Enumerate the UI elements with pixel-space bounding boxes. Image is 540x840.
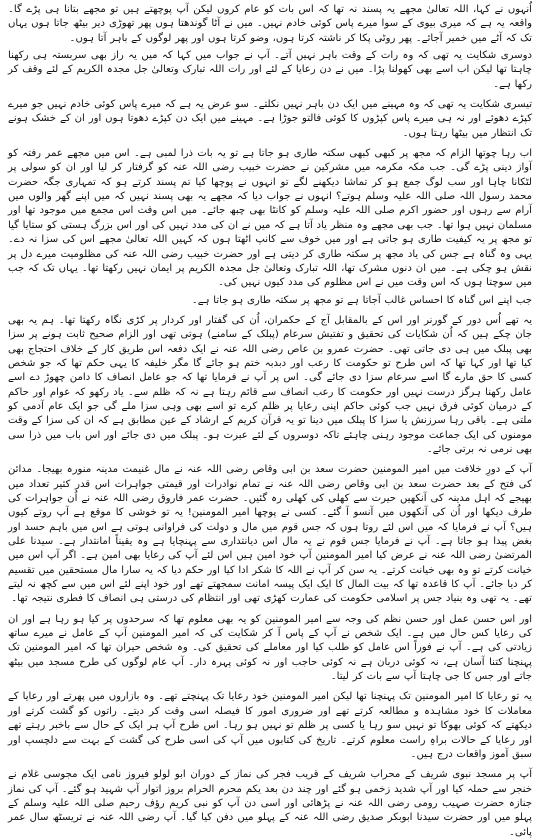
paragraph-1: اُنہوں نے کہا، اللہ تعالیٰ مجھے یہ پسند نہ تھا کہ اس بات کو عام کروں لیکن آپ پوچھتے ہیں تو مجھے بتانا ہی پڑے گا۔ واقعہ یہ ہے کہ میری بیوی کے سوا میرے پاس کوئی خادم نہیں۔ میں نے آٹا گوندھتا ہوں پھر تھوڑی دیر بیٹھ جاتا ہوں یہاں تک کہ آٹے میں خمیر آجائے۔ پھر روٹی پکا کر ناشتہ کرتا ہوں، وضو کرتا ہوں اور پھر لوگوں کے باہر آتا ہوں۔: [8, 4, 532, 44]
paragraph-7: آپ کے دورِ خلافت میں امیر المومنین حضرت سعد بن ابی وقاص رضی اللہ عنہ نے مال غنیمت مدینہ منورہ بھیجا۔ مدائن کی فتح کے بعد حضرت سعد بن ابی وقاص رضی اللہ عنہ نے تمام نوادرات اور قیمتی جواہرات اس قدر کثیر تعداد میں بھیجے کہ اہل مدینہ کی آنکھیں حیرت سے کھلی کی کھلی رہ گئیں۔ حضرت عمر فاروق رضی اللہ عنہ نے اُن جواہرات کی طرف دیکھا اور اُن کی آنکھوں میں آنسو آ گئے۔ کسی نے پوچھا امیر المومنین! یہ تو خوشی کا موقع ہے آپ روتے کیوں ہیں؟ آپ نے فرمایا کہ میں اس لئے روتا ہوں کہ جس قوم میں مال و دولت کی فراوانی ہوتی ہے اس میں باہم حسد اور بغض پیدا ہو جاتا ہے۔ آپ نے فرمایا جس قوم نے یہ مال اس دیانتداری سے پہنچایا ہے وہ یقیناً امانتدار ہے۔ سیدنا علی المرتضیٰ رضی اللہ عنہ نے عرض کیا امیر المومنین آپ خود امین ہیں اس لئے آپ کی رعایا بھی امین ہے۔ اگر آپ اس میں خیانت کرتے تو وہ بھی خیانت کرتے۔ یہ سن کر آپ نے اللہ کا شکر ادا کیا اور حکم دیا کہ یہ سارا مال مستحقین میں تقسیم کر دیا جائے۔ آپ کا قاعدہ تھا کہ بیت المال کا ایک ایک پیسہ امانت سمجھتے تھے اور خود اپنے لئے اس میں سے کچھ نہ لیتے تھے۔ یہ تھی وہ بنیاد جس پر اسلامی حکومت کی عمارت کھڑی تھی اور انتظام کی درستی ہی انصاف کا فطری نتیجہ تھا۔: [8, 464, 532, 605]
paragraph-3: تیسری شکایت یہ تھی کہ وہ مہینے میں ایک دن باہر نہیں نکلتے۔ سو عرض یہ ہے کہ میرے پاس کوئی خادم نہیں جو میرے کپڑے دھوئے اور نہ ہی میرے پاس کپڑوں کا کوئی فالتو جوڑا ہے۔ مہینے میں ایک دن کپڑے دھوتا ہوں اور ان کے خشک ہونے تک انتظار میں بیٹھا رہتا ہوں۔: [8, 99, 532, 139]
paragraph-2: دوسری شکایت یہ تھی کہ وہ رات کے وقت باہر نہیں آتے۔ آپ نے جواب میں کہا کہ میں یہ راز بھی سربستہ ہی رکھنا چاہتا تھا لیکن اب اسے بھی کھولنا پڑا۔ میں نے دن رعایا کے لئے اور رات اللہ تبارک وتعالیٰ جل مجدہ الکریم کے لئے وقف کر رکھا ہے۔: [8, 50, 532, 90]
paragraph-8: اور اس حسن عمل اور حسن نظم کی وجہ سے امیر المومنین کو یہ بھی معلوم تھا کہ سرحدوں پر کیا ہو رہا ہے اور ان کی رعایا کس حال میں ہے۔ ایک شخص نے آپ کے پاس آ کر شکایت کی کہ امیر المومنین آپ کے عامل نے میرے ساتھ زیادتی کی ہے۔ آپ نے فوراً اس عامل کو طلب کیا اور معاملے کی تحقیق کی۔ وہ شخص حیران تھا کہ امیر المومنین تک پہنچنا کتنا آسان ہے، نہ کوئی دربان ہے نہ کوئی حاجب اور نہ کوئی پہرہ دار۔ آپ عام لوگوں کی طرح مسجد میں بیٹھ جاتے اور جس کا جی چاہتا آپ سے بات کر لیتا۔: [8, 613, 532, 683]
paragraph-5: جب اپنے اس گناہ کا احساس غالب آجاتا ہے تو مجھ پر سکتہ طاری ہو جاتا ہے۔: [191, 294, 532, 306]
paragraph-4: اب رہا چوتھا الزام کہ مجھ پر کبھی کبھی سکتہ طاری ہو جاتا ہے تو یہ بات ذرا لمبی ہے۔ اس میں مجھے عمر رفتہ کو آواز دینی پڑے گی۔ جب مکہ مکرمہ میں مشرکین نے حضرت خبیب رضی اللہ عنہ کو گرفتار کر لیا اور ان کو سولی پر لٹکانا چاہا اور سب لوگ جمع ہو کر تماشا دیکھنے لگے تو انہوں نے پوچھا کیا تم پسند کرتے ہو کہ تمہاری جگہ حضرت محمد رسول اللہ صلی اللہ علیہ وسلم ہوتے؟ انہوں نے جواب دیا کہ مجھے یہ بھی پسند نہیں کہ میں اپنے گھر والوں میں آرام سے رہوں اور حضور اکرم صلی اللہ علیہ وسلم کو کانٹا بھی چبھ جائے۔ میں اس وقت اس مجمع میں موجود تھا اور مسلمان نہیں ہوا تھا۔ جب بھی مجھے وہ منظر یاد آتا ہے کہ میں نے ان کی مدد نہیں کی اور اس بزرگ ہستی کو ستایا گیا تو مجھ پر یہ کیفیت طاری ہو جاتی ہے اور میں خوف سے کانپ اٹھتا ہوں کہ کہیں اللہ تعالیٰ مجھے اس کی سزا نہ دے۔ یہی وہ گناہ ہے جس کی یاد مجھ پر سکتہ طاری کر دیتی ہے اور حضرت خبیب رضی اللہ عنہ کی مظلومیت میرے دل پر نقش ہو چکی ہے۔ میں ان دنوں مشرک تھا، اللہ تبارک وتعالیٰ جل مجدہ الکریم پر ایمان نہیں رکھتا تھا۔ یہاں تک کہ جب میں سوچتا ہوں کہ اس وقت میں نے اس مظلوم کی مدد کیوں نہیں کی۔: [8, 148, 532, 289]
paragraph-6: یہ تھے اُس دور کے گورنر اور اس کے بالمقابل آج کے حکمران، اُن کی گفتار اور کردار پر کڑی نگاہ رکھتا تھا۔ ہم یہ بھی جان چکے ہیں کہ اُن شکایات کی تحقیق و تفتیش سرعام (پبلک کے سامنے) ہوتی تھی اور الزام صحیح ثابت ہونے پر سزا بھی پبلک میں ہی دی جاتی تھی۔ حضرت عمرو بن عاص رضی اللہ عنہ نے ایک دفعہ اس طریق کار کے خلاف احتجاج بھی کیا تھا اور کہا تھا کہ اس طرح تو حکومت کا رعب اور دبدبہ ختم ہو جائے گا مگر خلیفہ کا یہی حکم تھا کہ جو شخص کسی کا حق مارے گا اسے سرعام سزا دی جائے گی۔ اس پر آپ نے فرمایا تھا کہ جو عامل انصاف کا دامن چھوڑ دے اسے عامل رکھنا ہرگز درست نہیں اور حکومت کا رعب انصاف سے قائم رہتا ہے نہ کہ ظلم سے۔ یاد رکھو کہ عوام اور حاکم کے درمیان کوئی فرق نہیں جب کوئی حاکم اپنی رعایا پر ظلم کرے تو اسے بھی وہی سزا ملے گی جو ایک عام آدمی کو ملتی ہے۔ باقی رہا سرزنش یا سزا کا پبلک میں دینا تو یہ قرآن کریم کے ارشاد کے عین مطابق ہے کہ ان کی سزا کے وقت مومنوں کی ایک جماعت موجود رہنی چاہئے تاکہ دوسروں کے لئے عبرت ہو۔ پبلک میں دی جائے اور اس باب میں ذرا سی بھی نرمی نہ برتی جائے۔: [8, 314, 532, 455]
paragraph-9: یہ تو رعایا کا امیر المومنین تک پہنچنا تھا لیکن امیر المومنین خود رعایا تک پہنچتے تھے۔ وہ بازاروں میں پھرتے اور رعایا کے معاملات کا خود مشاہدہ و مطالعہ کرتے تھے اور ضروری امور کا فیصلہ اسی وقت کر دیتے۔ راتوں کو گشت کرتے اور دیکھتے کہ کوئی بھوکا تو نہیں سو رہا یا کسی پر ظلم تو نہیں ہو رہا۔ اس طرح آپ ہر ایک کے حال سے باخبر رہتے تھے اور رعایا کے حالات براہِ راست معلوم کرتے۔ تاریخ کی کتابوں میں آپ کی اسی طرح کی گشت کے بہت سے دلچسپ اور سبق آموز واقعات درج ہیں۔: [8, 691, 532, 760]
paragraph-10: آپ پر مسجد نبوی شریف کے محراب شریف کے قریب فجر کی نماز کے دوران ابو لولو فیروز نامی ایک مجوسی غلام نے خنجر سے حملہ کیا اور آپ شدید زخمی ہو گئے اور چند دن بعد یکم محرم الحرام بروز اتوار آپ شہید ہو گئے۔ آپ کی نماز جنازہ حضرت صہیب رومی رضی اللہ عنہ نے پڑھائی اور اسی دن آپ کو نبی کریم رؤف رحیم صلی اللہ علیہ وسلم کے پہلو میں اور حضرت سیدنا ابوبکر صدیق رضی اللہ عنہ کے پہلو میں دفن کیا گیا۔ آپ رضی اللہ عنہ نے تریسٹھ سال عمر پائی۔: [8, 769, 532, 838]
